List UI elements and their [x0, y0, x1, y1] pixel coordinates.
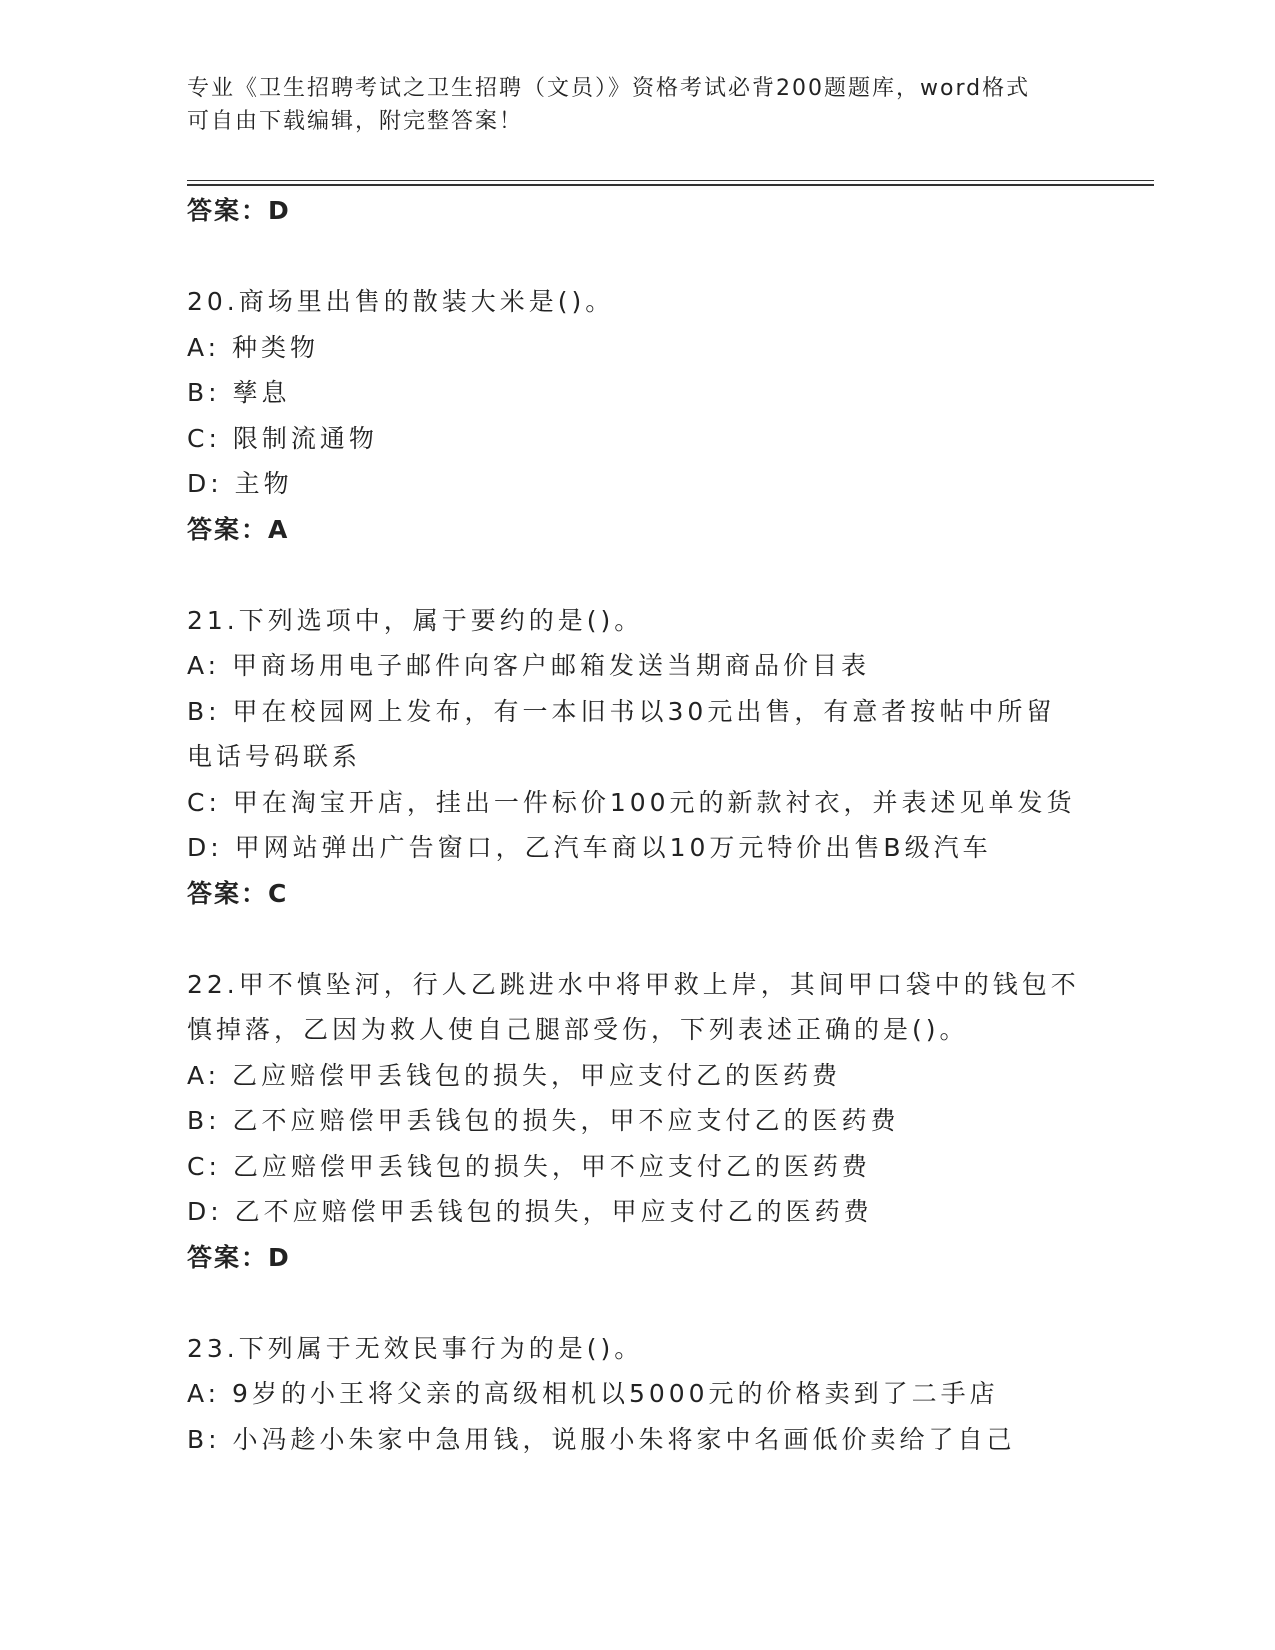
- page-header: [187, 72, 1087, 138]
- question-20: [187, 279, 1087, 552]
- spacer: [187, 1280, 1087, 1326]
- question-stem: 22.甲不慎坠河，行人乙跳进水中将甲救上岸，其间甲口袋中的钱包不: [187, 969, 1080, 999]
- option-c: C: 甲在淘宝开店，挂出一件标价100元的新款衬衣，并表述见单发货: [187, 787, 1076, 817]
- spacer: [187, 234, 1087, 280]
- option-b: B: 小冯趁小朱家中急用钱，说服小朱将家中名画低价卖给了自己: [187, 1424, 1016, 1454]
- header-rule-thick: [187, 184, 1154, 186]
- option-d: D: 乙不应赔偿甲丢钱包的损失，甲应支付乙的医药费: [187, 1197, 873, 1226]
- option-b: B: 甲在校园网上发布，有一本旧书以30元出售，有意者按帖中所留: [187, 696, 1056, 726]
- question-23: [187, 1326, 1087, 1463]
- answer: 答案：C: [187, 878, 289, 908]
- option-b-continued: 电话号码联系: [187, 742, 362, 771]
- spacer: [187, 916, 1087, 962]
- option-b: B: 孳息: [187, 378, 291, 407]
- option-a: A: 甲商场用电子邮件向客户邮箱发送当期商品价目表: [187, 651, 871, 680]
- spacer: [187, 552, 1087, 598]
- question-stem-continued: 慎掉落，乙因为救人使自己腿部受伤，下列表述正确的是()。: [187, 1015, 969, 1044]
- answer-previous: 答案：D: [187, 196, 291, 225]
- question-stem: 23.下列属于无效民事行为的是()。: [187, 1333, 644, 1363]
- option-b: B: 乙不应赔偿甲丢钱包的损失，甲不应支付乙的医药费: [187, 1106, 900, 1135]
- header-rule-thin: [187, 180, 1154, 181]
- question-list: [187, 188, 1087, 1462]
- question-22: [187, 962, 1087, 1281]
- option-c: C: 乙应赔偿甲丢钱包的损失，甲不应支付乙的医药费: [187, 1151, 871, 1181]
- header-line-2: 可自由下载编辑，附完整答案！: [187, 109, 524, 134]
- question-21: [187, 598, 1087, 917]
- answer: 答案：D: [187, 1242, 291, 1272]
- header-line-1: 专业《卫生招聘考试之卫生招聘（文员）》资格考试必背200题题库，word格式: [187, 76, 1031, 101]
- option-c: C: 限制流通物: [187, 423, 378, 453]
- option-a: A: 乙应赔偿甲丢钱包的损失，甲应支付乙的医药费: [187, 1060, 842, 1090]
- answer: 答案：A: [187, 514, 290, 544]
- option-d: D: 甲网站弹出广告窗口，乙汽车商以10万元特价出售B级汽车: [187, 833, 992, 862]
- option-d: D: 主物: [187, 469, 293, 498]
- option-a: A: 种类物: [187, 332, 320, 362]
- option-a: A: 9岁的小王将父亲的高级相机以5000元的价格卖到了二手店: [187, 1379, 999, 1408]
- question-stem: 21.下列选项中，属于要约的是()。: [187, 605, 644, 635]
- question-stem: 20.商场里出售的散装大米是()。: [187, 287, 615, 316]
